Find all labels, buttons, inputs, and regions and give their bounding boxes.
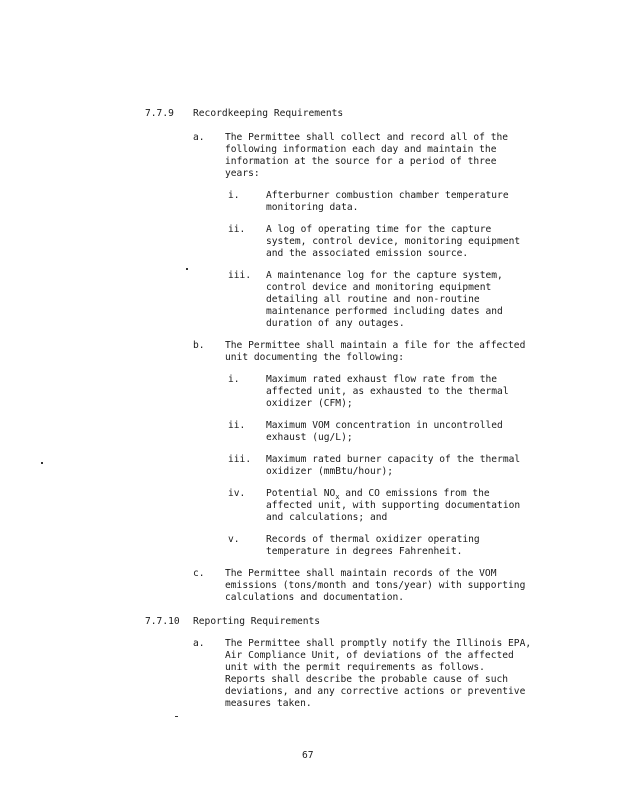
subitem-marker: i. — [228, 190, 240, 201]
subitem-line: A maintenance log for the capture system, — [266, 270, 503, 281]
subitem-marker: iv. — [228, 488, 246, 499]
subitem-line — [266, 488, 490, 500]
paragraph-line: The Permittee shall maintain records of the VOM — [225, 568, 497, 579]
subitem-line: maintenance performed including dates and — [266, 306, 503, 317]
item-marker: a. — [193, 132, 205, 143]
subitem-marker: ii. — [228, 420, 246, 431]
subitem-line: monitoring data. — [266, 202, 359, 213]
subitem-line: affected unit, as exhausted to the thermal — [266, 386, 509, 397]
item-marker: c. — [193, 568, 205, 579]
paragraph-line: emissions (tons/month and tons/year) with supporting — [225, 580, 526, 591]
subitem-line: Afterburner combustion chamber temperature — [266, 190, 509, 201]
item-marker: b. — [193, 340, 205, 351]
section-number: 7.7.9 — [145, 108, 174, 119]
subitem-line: oxidizer (CFM); — [266, 398, 353, 409]
paragraph-line: years: — [225, 168, 260, 179]
nox-text: Potential NO — [266, 488, 336, 499]
paragraph-line: unit with the permit requirements as follows. — [225, 662, 485, 673]
scan-speck — [186, 268, 188, 270]
paragraph-line: calculations and documentation. — [225, 592, 405, 603]
subitem-line: Maximum rated burner capacity of the thermal — [266, 454, 521, 465]
paragraph-line: The Permittee shall collect and record all of the — [225, 132, 509, 143]
scan-speck — [41, 462, 43, 464]
section-number: 7.7.10 — [145, 616, 180, 627]
paragraph-line: following information each day and maintain the — [225, 144, 497, 155]
paragraph-line: deviations, and any corrective actions or preventive — [225, 686, 526, 697]
page-number: 67 — [302, 750, 314, 761]
paragraph-line: The Permittee shall promptly notify the Illinois EPA, — [225, 638, 532, 649]
section-title: Recordkeeping Requirements — [193, 108, 344, 119]
subitem-marker: v. — [228, 534, 240, 545]
subitem-line: A log of operating time for the capture — [266, 224, 492, 235]
paragraph-line: measures taken. — [225, 698, 312, 709]
subitem-line: affected unit, with supporting documentation — [266, 500, 521, 511]
subitem-line: exhaust (ug/L); — [266, 432, 353, 443]
subitem-line: and the associated emission source. — [266, 248, 469, 259]
subitem-marker: iii. — [228, 270, 252, 281]
subitem-line: Records of thermal oxidizer operating — [266, 534, 480, 545]
subitem-marker: iii. — [228, 454, 252, 465]
subitem-line: oxidizer (mmBtu/hour); — [266, 466, 394, 477]
scan-speck — [175, 716, 178, 717]
subitem-marker: ii. — [228, 224, 246, 235]
co-text: and CO emissions from the — [339, 488, 490, 499]
subitem-line: and calculations; and — [266, 512, 388, 523]
subitem-line: Maximum VOM concentration in uncontrolled — [266, 420, 503, 431]
paragraph-line: unit documenting the following: — [225, 352, 405, 363]
subitem-marker: i. — [228, 374, 240, 385]
subitem-line: temperature in degrees Fahrenheit. — [266, 546, 463, 557]
subitem-line: system, control device, monitoring equipment — [266, 236, 521, 247]
subitem-line: Maximum rated exhaust flow rate from the — [266, 374, 498, 385]
section-title: Reporting Requirements — [193, 616, 321, 627]
subitem-line: control device and monitoring equipment — [266, 282, 492, 293]
subitem-line: detailing all routine and non-routine — [266, 294, 480, 305]
paragraph-line: information at the source for a period of three — [225, 156, 497, 167]
item-marker: a. — [193, 638, 205, 649]
paragraph-line: Air Compliance Unit, of deviations of the affected — [225, 650, 514, 661]
nox-subscript: x — [335, 492, 340, 501]
paragraph-line: Reports shall describe the probable cause of such — [225, 674, 509, 685]
subitem-line: duration of any outages. — [266, 318, 405, 329]
paragraph-line: The Permittee shall maintain a file for the affected — [225, 340, 526, 351]
